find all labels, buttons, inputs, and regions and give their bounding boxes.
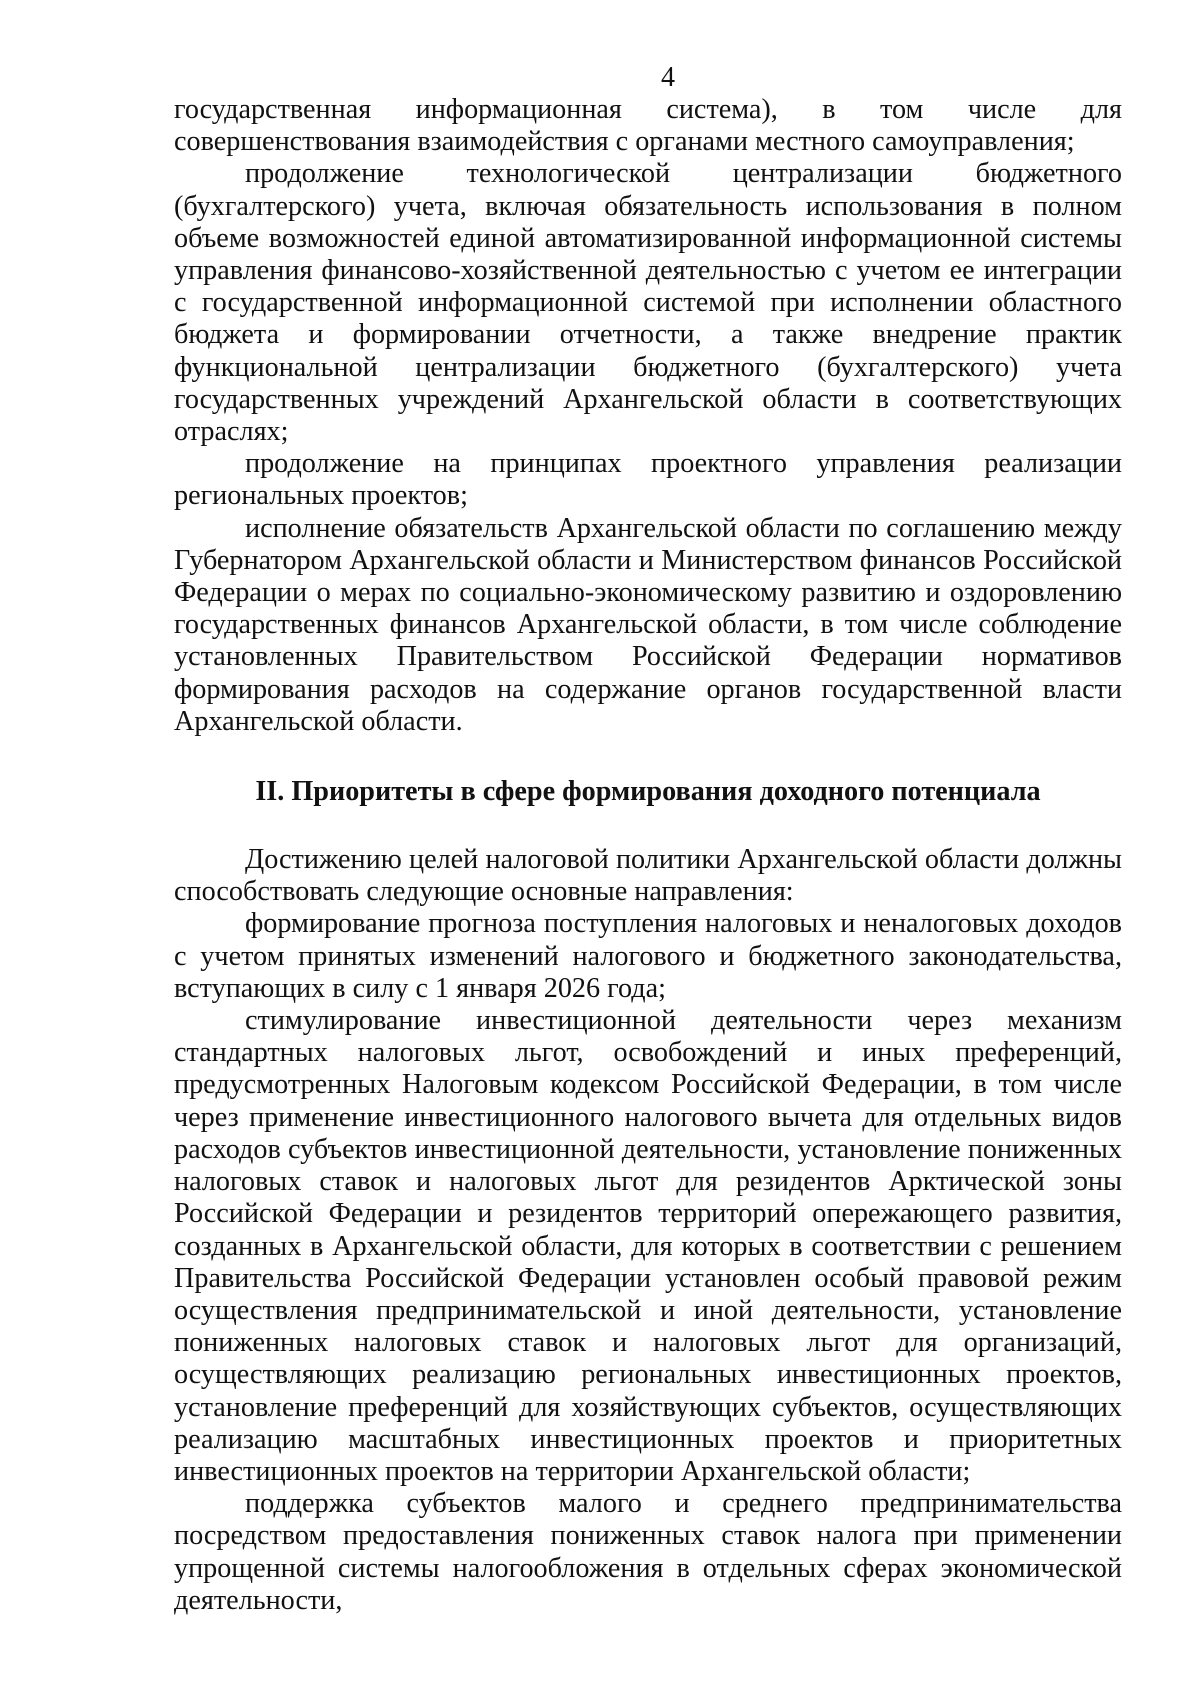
paragraph-obligations: исполнение обязательств Архангельской области по соглашению между Губернатором Архангельской области и Министерством финансов Российской Федерации о мерах по социально-экономическому развитию и оздоровлению государственных финансов Архангельской области, в том числе соблюдение установленных Правительством Российской Федерации нормативов формирования расходов на содержание органов государственной власти Архангельской области. [174,512,1122,737]
paragraph-centralization: продолжение технологической централизации бюджетного (бухгалтерского) учета, включая обязательность использования в полном объеме возможностей единой автоматизированной информационной системы управления финансово-хозяйственной деятельностью с учетом ее интеграции с государственной информационной системой при исполнении областного бюджета и формировании отчетности, а также внедрение практик функциональной централизации бюджетного (бухгалтерского) учета государственных учреждений Архангельской области в соответствующих отраслях; [174,158,1122,448]
paragraph-forecast: формирование прогноза поступления налоговых и неналоговых доходов с учетом принятых изменений налогового и бюджетного законодательства, вступающих в силу с 1 января 2026 года; [174,908,1122,1004]
paragraph-investment: стимулирование инвестиционной деятельности через механизм стандартных налоговых льгот, освобождений и иных преференций, предусмотренных Налоговым кодексом Российской Федерации, в том числе через применение инвестиционного налогового вычета для отдельных видов расходов субъектов инвестиционной деятельности, установление пониженных налоговых ставок и налоговых льгот для резидентов Арктической зоны Российской Федерации и резидентов территорий опережающего развития, созданных в Архангельской области, для которых в соответствии с решением Правительства Российской Федерации установлен особый правовой режим осуществления предпринимательской и иной деятельности, установление пониженных налоговых ставок и налоговых льгот для организаций, осуществляющих реализацию региональных инвестиционных проектов, установление преференций для хозяйствующих субъектов, осуществляющих реализацию масштабных инвестиционных проектов и приоритетных инвестиционных проектов на территории Архангельской области; [174,1005,1122,1487]
document-page [174,62,1122,1617]
paragraph-continuation: государственная информационная система), в том числе для совершенствования взаимодействия с органами местного самоуправления; [174,94,1122,158]
section-heading: II. Приоритеты в сфере формирования доходного потенциала [255,776,1041,808]
paragraph-regional-projects: продолжение на принципах проектного управления реализации региональных проектов; [174,448,1122,512]
page-number: 4 [661,62,675,93]
paragraph-goals: Достижению целей налоговой политики Архангельской области должны способствовать следующие основные направления: [174,844,1122,908]
paragraph-small-business: поддержка субъектов малого и среднего предпринимательства посредством предоставления пониженных ставок налога при применении упрощенной системы налогообложения в отдельных сферах экономической деятельности, [174,1488,1122,1616]
